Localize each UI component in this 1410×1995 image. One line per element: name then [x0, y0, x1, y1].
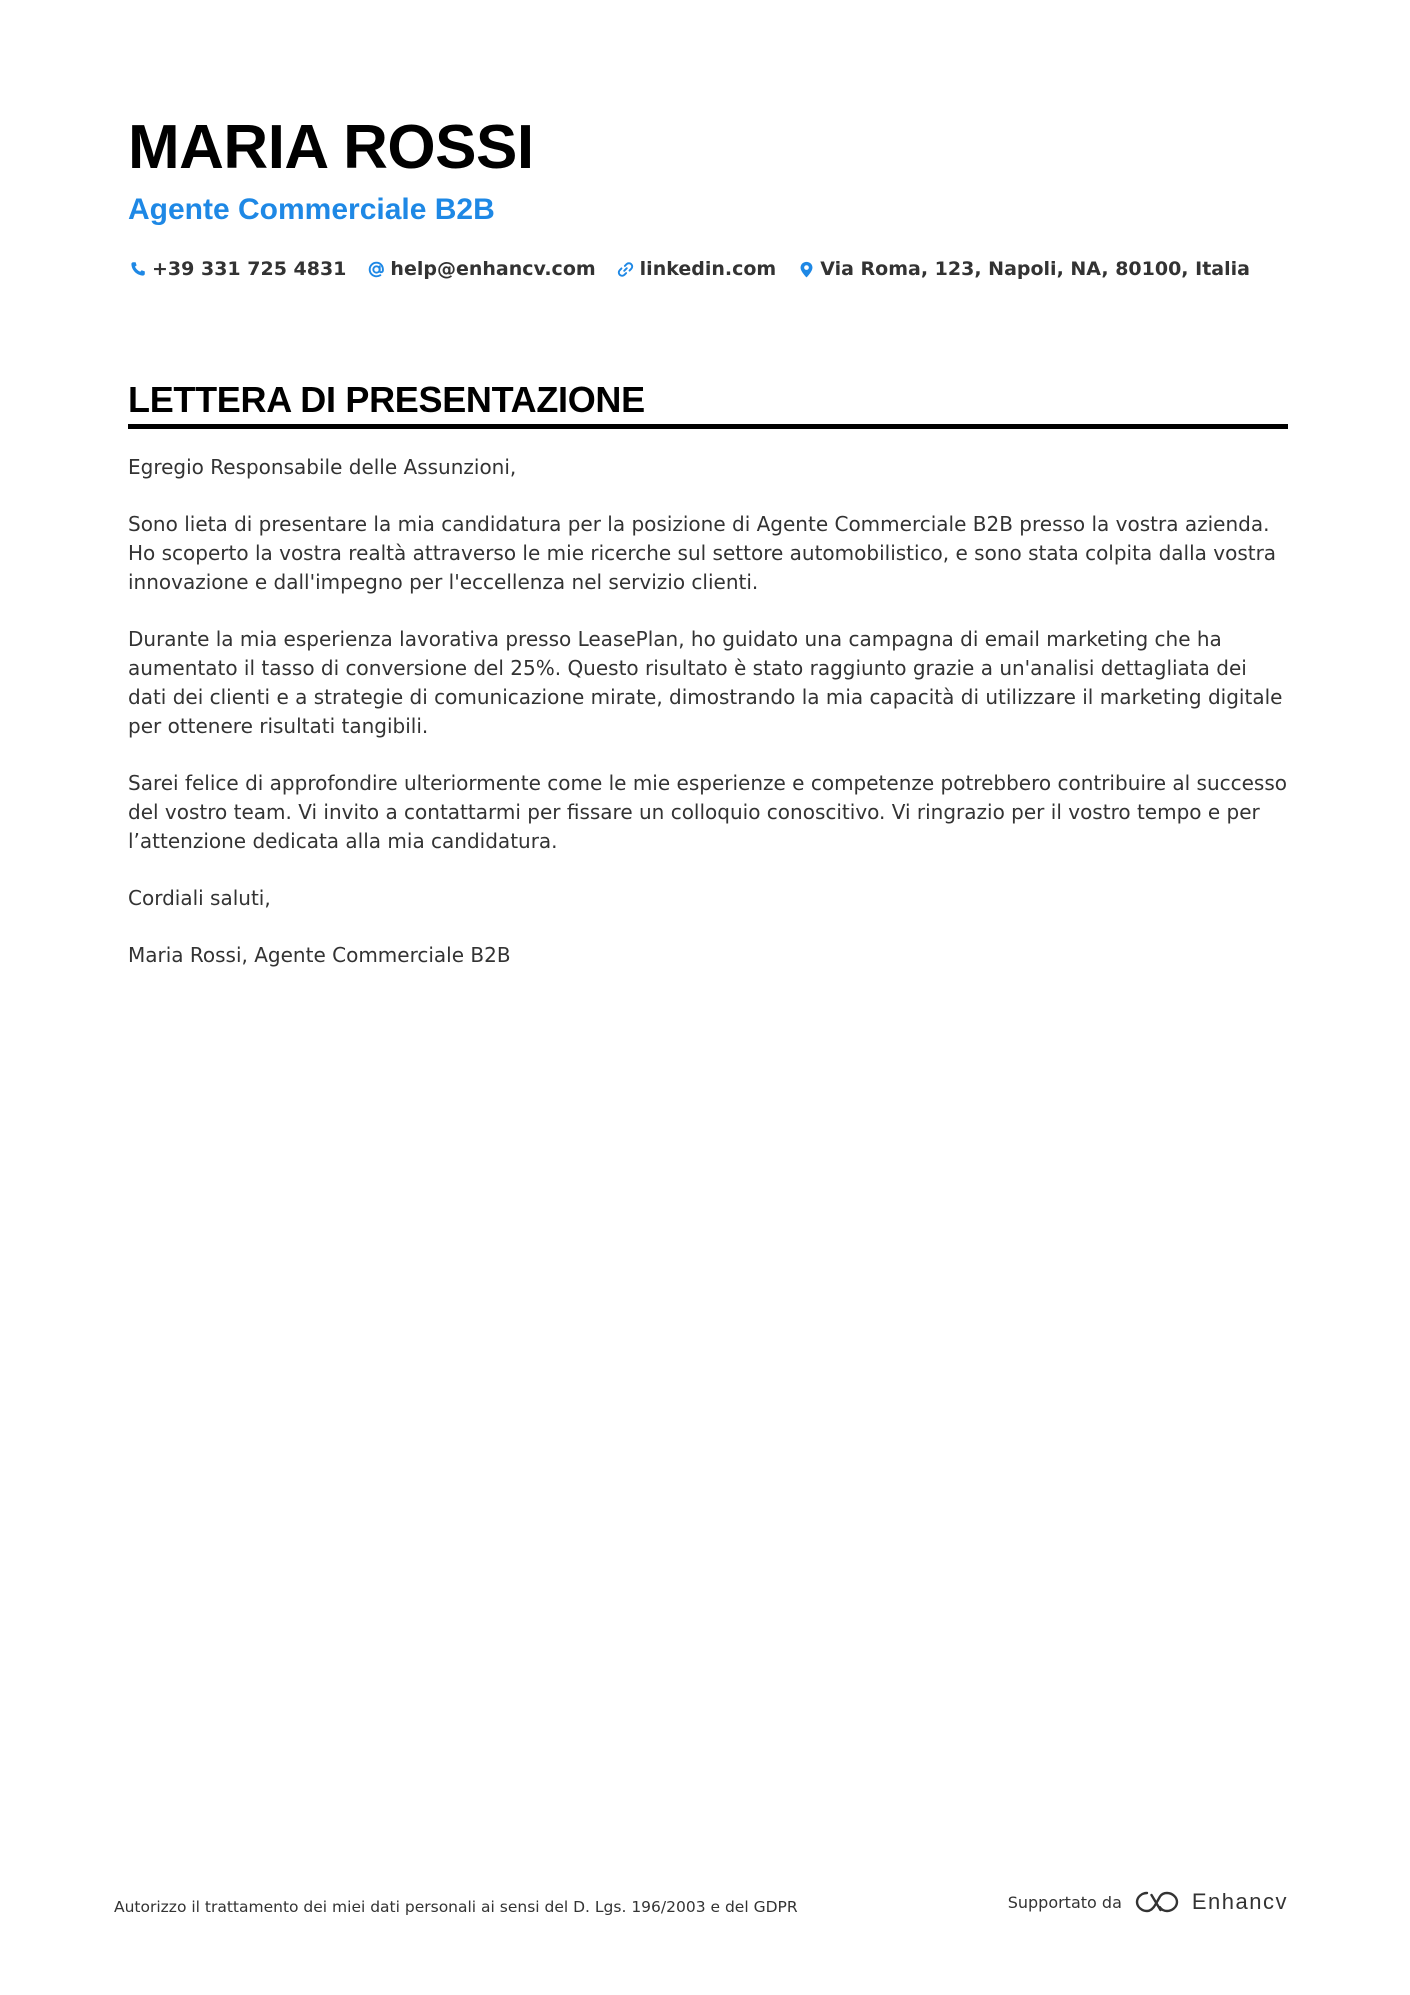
letter-paragraph: Sarei felice di approfondire ulteriormente come le mie esperienze e competenze potrebbero contribuire al successo del vostro team. Vi invito a contattarmi per fissare un colloquio conoscitivo. Vi ringrazio per il vostro tempo e per l’attenzione dedicata alla mia candidatura.: [128, 771, 1288, 853]
link-icon: [616, 259, 636, 279]
enhancv-logo-icon: [1134, 1889, 1182, 1915]
letter-signature: Maria Rossi, Agente Commerciale B2B: [128, 943, 511, 967]
letter-closing: Cordiali saluti,: [128, 886, 271, 910]
candidate-name: MARIA ROSSI: [128, 113, 534, 182]
privacy-consent-text: Autorizzo il trattamento dei miei dati personali ai sensi del D. Lgs. 196/2003 e del GDPR: [114, 1898, 798, 1916]
letter-paragraph: Sono lieta di presentare la mia candidatura per la posizione di Agente Commerciale B2B presso la vostra azienda. Ho scoperto la vostra realtà attraverso le mie ricerche sul settore automobilistico, e sono stata colpita dalla vostra innovazione e dall'impegno per l'eccellenza nel servizio clienti.: [128, 512, 1277, 594]
contact-address-text: Via Roma, 123, Napoli, NA, 80100, Italia: [820, 258, 1250, 280]
location-pin-icon: [796, 259, 816, 279]
section-title: LETTERA DI PRESENTAZIONE: [128, 379, 645, 420]
contact-bar: [128, 256, 1288, 282]
phone-icon: [128, 259, 148, 279]
letter-greeting: Egregio Responsabile delle Assunzioni,: [128, 455, 517, 479]
contact-linkedin[interactable]: [616, 256, 777, 282]
contact-linkedin-text: linkedin.com: [639, 258, 777, 280]
brand-name: Enhancv: [1191, 1889, 1288, 1914]
powered-by-label: Supportato da: [1007, 1892, 1122, 1912]
section-divider: [128, 424, 1288, 429]
contact-address: [796, 256, 1250, 282]
contact-email[interactable]: [366, 256, 595, 282]
contact-phone[interactable]: [128, 256, 346, 282]
letter-body: [128, 453, 1288, 970]
powered-by[interactable]: [1008, 1889, 1288, 1915]
contact-email-text: help@enhancv.com: [390, 258, 596, 280]
contact-phone-text: +39 331 725 4831: [152, 258, 347, 280]
letter-paragraph: Durante la mia esperienza lavorativa presso LeasePlan, ho guidato una campagna di email marketing che ha aumentato il tasso di conversione del 25%. Questo risultato è stato raggiunto grazie a un'analisi dettagliata dei dati dei clienti e a strategie di comunicazione mirate, dimostrando la mia capacità di utilizzare il marketing digitale per ottenere risultati tangibili.: [128, 627, 1283, 738]
page-footer: [114, 1882, 1288, 1922]
at-icon: [366, 259, 386, 279]
job-title: Agente Commerciale B2B: [128, 193, 495, 226]
